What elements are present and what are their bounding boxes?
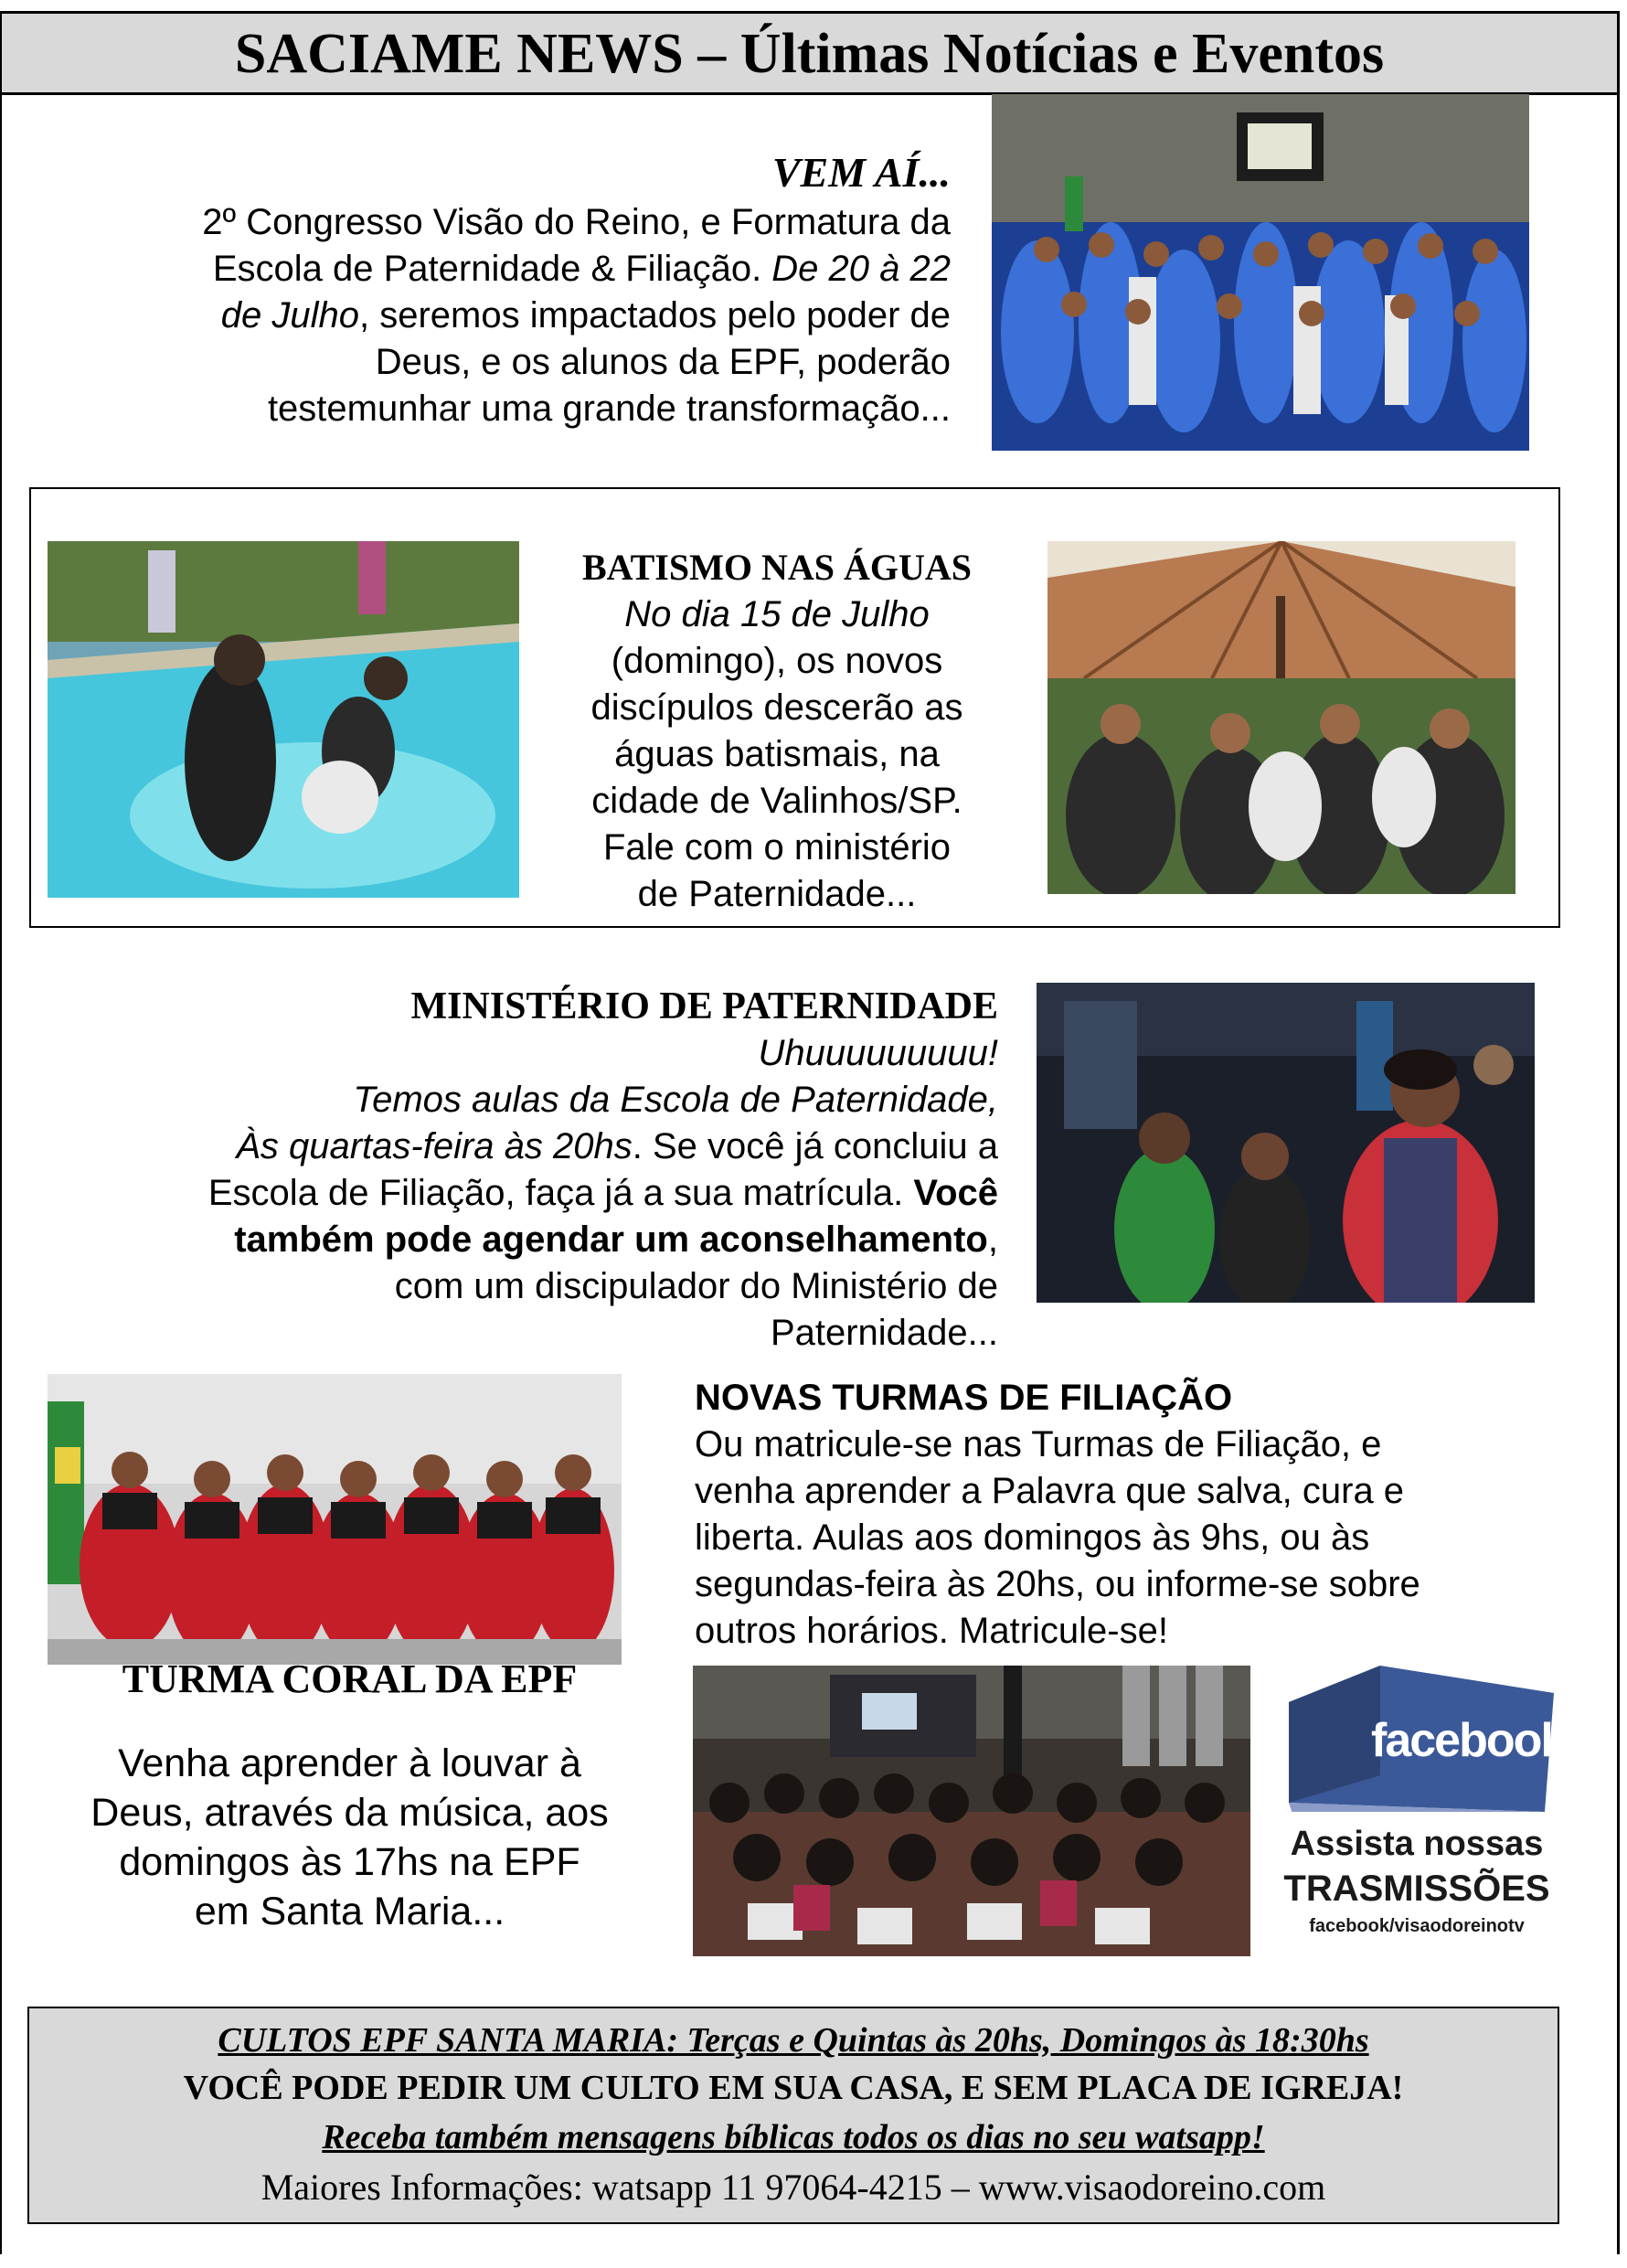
batismo-heading: BATISMO NAS ÁGUAS — [582, 547, 972, 588]
ministerio-line-5a: também pode agendar um aconselhamento — [234, 1219, 988, 1260]
coral-line-1: Venha aprender à louvar à — [118, 1741, 581, 1785]
vem-ai-line-3b: , seremos impactados pelo poder de — [358, 295, 951, 335]
novas-turmas-line-2: venha aprender a Palavra que salva, cura e — [695, 1471, 1405, 1511]
ministerio-line-6: com um discipulador do Ministério de — [394, 1266, 998, 1306]
ministerio-line-7: Paternidade... — [770, 1313, 998, 1353]
novas-turmas-heading: NOVAS TURMAS DE FILIAÇÃO — [695, 1378, 1233, 1418]
ministerio-line-4b: Você — [913, 1173, 998, 1213]
coral-line-3: domingos às 17hs na EPF — [119, 1840, 580, 1884]
footer-contact: Maiores Informações: watsapp 11 97064-4215 – www.visaodoreino.com — [261, 2167, 1326, 2208]
novas-turmas-line-3: liberta. Aulas aos domingos às 9hs, ou às — [695, 1517, 1370, 1558]
batismo-line-2: (domingo), os novos — [611, 641, 943, 681]
ministerio-line-5b: , — [987, 1219, 998, 1260]
batismo-line-1: No dia 15 de Julho — [624, 594, 930, 634]
batismo-line-3: discípulos descerão as — [590, 687, 963, 728]
choir-photo — [48, 1374, 622, 1665]
footer-box — [27, 2007, 1559, 2224]
footer-watsapp-mensagens: Receba também mensagens bíblicas todos os dias no seu watsapp! — [322, 2118, 1265, 2156]
coral-heading: TURMA CORAL DA EPF — [122, 1656, 578, 1701]
prayer-photo — [1037, 983, 1535, 1303]
facebook-promo-line-3: facebook/visaodoreinotv — [1309, 1916, 1525, 1936]
novas-turmas-line-5: outros horários. Matricule-se! — [695, 1611, 1168, 1651]
ministerio-line-3a: Às quartas-feira às 20hs — [236, 1126, 633, 1166]
ministerio-line-5 — [37, 1217, 998, 1263]
umbrella-gathering-photo — [1047, 541, 1515, 894]
novas-turmas-text — [695, 1374, 1600, 1655]
batismo-text — [539, 544, 1015, 918]
ministerio-line-4a: Escola de Filiação, faça já a sua matrícula. — [207, 1173, 914, 1213]
batismo-line-5: cidade de Valinhos/SP. — [591, 781, 962, 821]
ministerio-heading: MINISTÉRIO DE PATERNIDADE — [410, 985, 998, 1028]
ministerio-line-3 — [37, 1123, 998, 1170]
ministerio-line-2: Temos aulas da Escola de Paternidade, — [353, 1080, 998, 1120]
vem-ai-line-2 — [37, 246, 951, 293]
vem-ai-heading: VEM AÍ... — [771, 149, 951, 196]
baptism-pool-photo — [48, 541, 519, 898]
vem-ai-line-4: Deus, e os alunos da EPF, poderão — [375, 342, 951, 382]
facebook-promo — [1271, 1666, 1572, 1967]
ministerio-line-1: Uhuuuuuuuuu! — [758, 1033, 998, 1073]
coral-line-2: Deus, através da música, aos — [90, 1791, 609, 1835]
coral-line-4: em Santa Maria... — [194, 1890, 505, 1933]
vem-ai-line-3 — [37, 293, 951, 339]
vem-ai-line-5: testemunhar uma grande transformação... — [267, 389, 951, 429]
graduation-photo — [992, 94, 1529, 451]
ministerio-line-3b: . Se você já concluiu a — [632, 1126, 998, 1166]
coral-text — [27, 1655, 672, 1936]
facebook-logo: facebook — [1371, 1714, 1566, 1767]
footer-cultos: CULTOS EPF SANTA MARIA: Terças e Quintas às 20hs, Domingos às 18:30hs — [218, 2021, 1369, 2060]
batismo-line-6: Fale com o ministério — [602, 827, 952, 868]
ministerio-line-4 — [37, 1170, 998, 1217]
vem-ai-line-1: 2º Congresso Visão do Reino, e Formatura da — [202, 202, 951, 242]
facebook-promo-line-2: TRASMISSÕES — [1283, 1869, 1550, 1909]
novas-turmas-line-4: segundas-feira às 20hs, ou informe-se sobre — [695, 1564, 1420, 1604]
batismo-line-7: de Paternidade... — [637, 874, 917, 914]
vem-ai-line-3a: de Julho — [220, 295, 359, 335]
coral-spacer — [27, 1704, 672, 1739]
vem-ai-line-2b: De 20 à 22 — [771, 249, 951, 289]
ministerio-text — [37, 983, 998, 1357]
novas-turmas-line-1: Ou matricule-se nas Turmas de Filiação, e — [695, 1424, 1382, 1464]
page-title: SACIAME NEWS – Últimas Notícias e Eventos — [234, 23, 1385, 85]
footer-culto-em-casa: VOCÊ PODE PEDIR UM CULTO EM SUA CASA, E SEM PLACA DE IGREJA! — [183, 2069, 1404, 2107]
vem-ai-text — [37, 199, 951, 432]
facebook-promo-line-1: Assista nossas — [1290, 1825, 1544, 1863]
header-band — [0, 11, 1620, 95]
class-audience-photo — [693, 1666, 1250, 1956]
vem-ai-line-2a: Escola de Paternidade & Filiação. — [212, 249, 772, 289]
batismo-line-4: águas batismais, na — [614, 734, 940, 774]
